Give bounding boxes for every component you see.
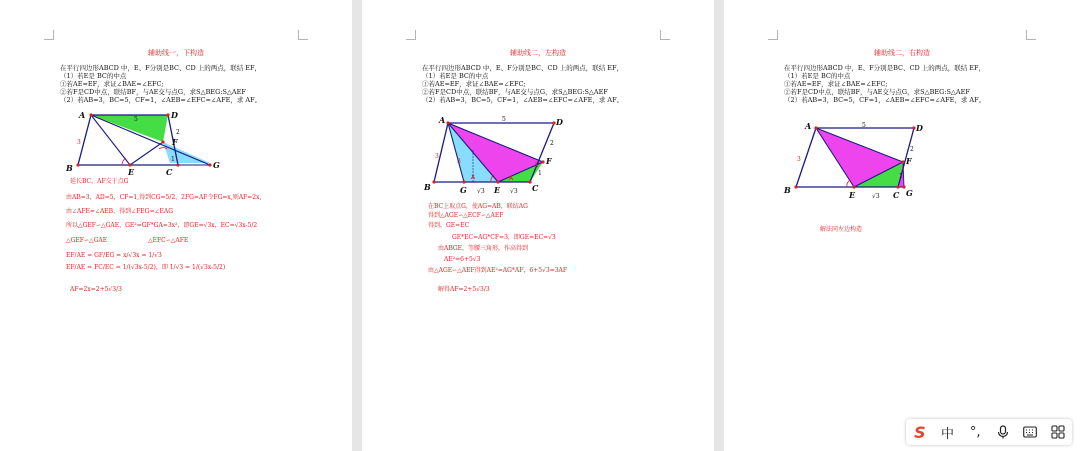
point-f [901,160,904,163]
ime-logo-icon[interactable]: S [914,422,926,442]
label-length: 1 [538,170,542,177]
label-length: 1 [171,156,175,163]
label-g: G [213,160,220,170]
label-e: E [849,190,856,200]
label-length: 5 [134,116,138,123]
solution-formula: EF/AE = GF/EG = x/√3x = 1/√3 [66,252,162,259]
label-c: C [532,183,539,193]
page-title: 辅助线二，左构造 [510,49,566,57]
page-title: 辅助线一，下构造 [148,49,204,57]
label-f: F [906,156,912,166]
point-e [852,185,855,188]
label-length: 2 [550,140,554,147]
label-length: 5 [862,122,866,129]
point-c [896,185,899,188]
crop-mark [660,30,670,40]
mic-icon[interactable] [993,422,1013,442]
point-a [814,126,817,129]
label-d: D [916,123,923,133]
label-length: 3 [77,139,81,146]
geometry-figure-3 [784,118,950,202]
label-length: √3 [477,188,485,195]
green-region [91,115,168,142]
label-a: A [805,121,812,131]
point-g [462,180,465,183]
geometry-figure-1 [60,108,230,178]
label-f: F [546,156,552,166]
crop-mark [1026,30,1036,40]
document-page-3 [724,0,1080,451]
point-g [208,163,211,166]
solution-answer: 解得AF=2+5√3/3 [438,286,490,293]
solution-line: 由ABGE，等腰三角形，作高得到 [438,245,529,252]
solution-line: GE*EC=AG*CF=3，即GE=EC=√3 [452,234,556,241]
point-f [161,140,164,143]
solution-answer: AF=2x=2+5√3/3 [70,286,122,293]
solution-line: 所以△GEF∽△GAE，GE²=GF*GA=3x²，即GE=√3x，EC=√3x-5/2 [66,222,258,229]
label-b: B [784,185,791,195]
segment-ef [130,142,163,165]
ime-language-toggle[interactable]: 中 [940,426,954,442]
solution-line: 延长BC，AF交于点G [70,178,129,185]
label-length: √3 [872,193,880,200]
label-b: B [66,163,73,173]
solution-line: 由△AGE∽△AEF得到AE²=AG*AF，6+5√3=3AF [428,267,568,274]
label-d: D [556,117,563,127]
solution-line: AE²=6+5√3 [444,256,481,263]
geometry-figure-2 [424,112,574,200]
label-b: B [424,182,431,192]
problem-text: 在平行四边形ABCD 中，E、F分别是BC、CD 上的两点，联结 EF， （1）若E是 BC的中点 ①若AE=EF，求证∠BAE=∠EFC; ②若F是CD中点，联结BF，与AE交与点G，求S△BEG:S△AEF （2）若AB=3，BC=5，CF=1，∠AEB=∠EFC=∠AFE，求 AF。 [784,64,986,104]
label-e: E [128,167,135,177]
point-e [496,180,499,183]
point-d [166,113,169,116]
point-a [446,121,449,124]
solution-line: 由AB=3，AD=5，CF=1,得到CG=5/2，2FG=AF令FG=x,则AF=2x, [66,194,262,201]
label-a: A [439,115,446,125]
ime-punctuation-toggle[interactable]: °, [969,424,981,440]
label-c: C [166,167,173,177]
solution-line: 得到△AGE∽△ECF∽△AEF [428,212,504,219]
label-e: E [494,185,501,195]
document-page-1 [0,0,352,451]
apps-icon[interactable] [1048,422,1068,442]
problem-text: 在平行四边形ABCD 中，E、F分别是BC、CD 上的两点，联结 EF， （1）若E是 BC的中点 ①若AE=EF，求证∠BAE=∠EFC; ②若F是CD中点，联结BF，与AE交与点G，求S△BEG:S△AEF （2）若AB=3，BC=5，CF=1，∠AEB=∠EFC=∠AFE，求 AF。 [60,64,262,104]
label-d: D [171,110,178,120]
keyboard-icon[interactable] [1020,422,1040,442]
label-length: 3 [457,158,461,165]
point-c [176,163,179,166]
solution-line: 由∠AFE=∠AEB，得到∠FEG=∠EAG [66,208,174,215]
point-b [76,163,79,166]
page-title: 辅助线二，右构造 [874,49,930,57]
label-length: 3 [797,156,801,163]
point-b [432,180,435,183]
document-page-2 [362,0,714,451]
solution-formula: EF/AE = FC/EC = 1/(√3x-5/2)，即 1/√3 = 1/(√3x-5/2) [66,264,226,271]
crop-mark [298,30,308,40]
point-a [89,113,92,116]
solution-line: △EFC∽△AFE [148,237,189,244]
label-length: 2 [176,129,180,136]
point-b [794,185,797,188]
label-length: 2 [910,146,914,153]
ime-toolbar[interactable] [906,419,1072,445]
label-length: √3 [510,188,518,195]
label-g: G [460,185,467,195]
problem-text: 在平行四边形ABCD 中，E、F分别是BC、CD 上的两点，联结 EF， （1）若E是 BC的中点 ①若AE=EF，求证∠BAE=∠EFC; ②若F是CD中点，联结BF，与AE交与点G，求S△BEG:S△AEF （2）若AB=3，BC=5，CF=1，∠AEB=∠EFC=∠AFE，求 AF。 [422,64,624,104]
solution-line: 在BC上取点G，使AG=AB，联结AG [428,203,528,210]
crop-mark [768,30,778,40]
crop-mark [44,30,54,40]
label-g: G [906,188,913,198]
solution-line: 得到，GE=EC [428,222,470,229]
point-f [541,160,544,163]
label-length: 5 [502,116,506,123]
label-length: 3 [435,153,439,160]
crop-mark [406,30,416,40]
solution-note: 解法同左边构造 [820,226,863,233]
label-a: A [79,110,86,120]
solution-line: △GEF∽△GAE [66,237,108,244]
label-c: C [893,190,900,200]
label-f: F [172,137,178,147]
label-length: 1 [899,173,903,180]
